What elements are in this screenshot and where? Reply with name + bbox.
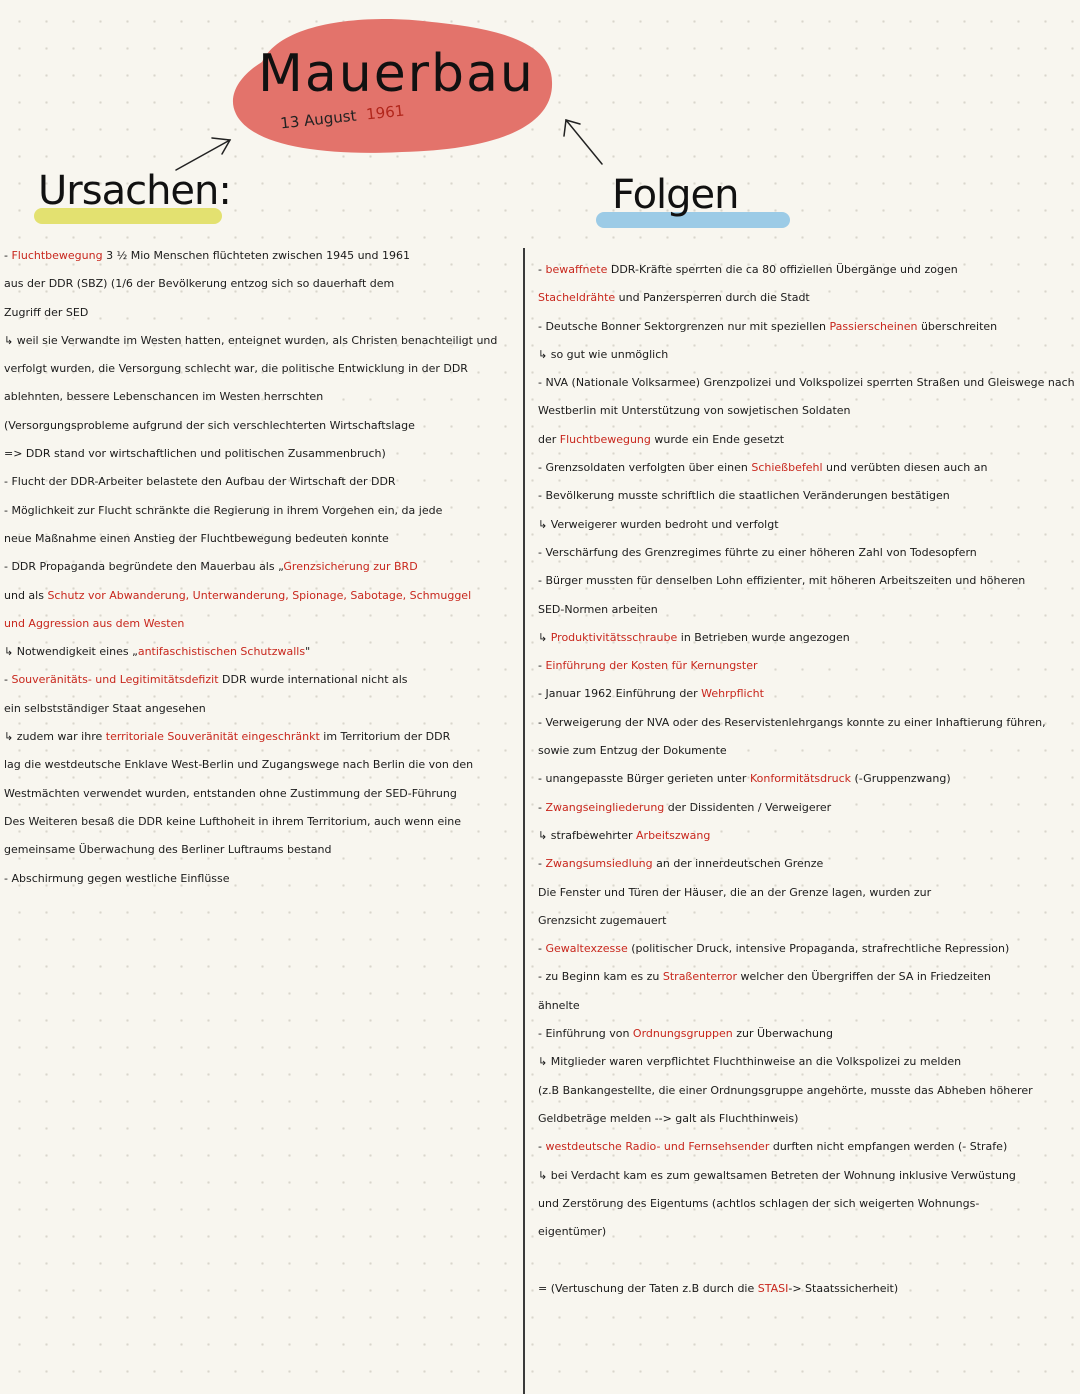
right-line	[538, 680, 1078, 708]
left-line-red: Fluchtbewegung	[11, 249, 103, 262]
left-line-red: Grenzsicherung zur BRD	[283, 560, 418, 574]
right-line-pre: - Verschärfung des Grenzregimes führte zu einer höheren Zahl von Todesopfern	[538, 545, 977, 559]
right-line-pre: (z.B Bankangestellte, die einer Ordnungsgruppe angehörte, musste das Abheben höherer	[538, 1083, 1033, 1097]
page-title: Mauerbau	[258, 44, 535, 104]
left-line	[4, 836, 520, 864]
right-line-pre: - Januar 1962 Einführung der	[538, 687, 702, 701]
right-line-post: (politischer Druck, intensive Propaganda, strafrechtliche Repression)	[627, 942, 1010, 956]
left-line	[4, 780, 520, 808]
left-line-pre: -	[4, 249, 12, 262]
right-line-pre: eigentümer)	[538, 1225, 607, 1239]
right-line-post: welcher den Übergriffen der SA in Friedzeiten	[737, 970, 991, 984]
right-line	[538, 426, 1078, 454]
right-line-red: Passierscheinen	[829, 319, 918, 333]
right-line-post: der Dissidenten / Verweigerer	[664, 800, 832, 814]
left-line	[4, 751, 520, 779]
right-line	[538, 935, 1078, 963]
right-line-post: DDR-Kräfte sperrten die ca 80 offiziellen Übergänge und zogen	[607, 263, 958, 276]
right-line-pre: ↳ Verweigerer wurden bedroht und verfolgt	[538, 517, 779, 531]
left-line-red: und Aggression aus dem Westen	[4, 616, 185, 630]
left-line	[4, 355, 520, 383]
right-line	[538, 1133, 1078, 1161]
right-line	[538, 1020, 1078, 1048]
left-line-pre: ablehnten, bessere Lebenschancen im Westen herrschten	[4, 390, 324, 404]
left-line-red: Souveränitäts- und Legitimitätsdefizit	[11, 673, 219, 687]
left-line	[4, 327, 520, 355]
right-line-pre: -	[538, 800, 546, 814]
left-line-post: DDR wurde international nicht als	[218, 673, 408, 687]
left-line-pre: aus der DDR (SBZ) (1/6 der Bevölkerung entzog sich so dauerhaft dem	[4, 277, 395, 291]
right-line-pre: -	[538, 659, 546, 673]
left-line	[4, 808, 520, 836]
left-line-pre: -	[4, 673, 12, 687]
right-line-pre: ↳	[538, 630, 551, 644]
left-line-red: Schutz vor Abwanderung, Unterwanderung, Spionage, Sabotage, Schmuggel	[47, 588, 472, 602]
left-line-post: im Territorium der DDR	[319, 730, 451, 744]
left-line	[4, 383, 520, 411]
right-line-post: überschreiten	[917, 319, 998, 333]
left-line-pre: ↳ weil sie Verwandte im Westen hatten, enteignet wurden, als Christen benachteiligt und	[4, 333, 498, 347]
arrow-right-icon	[564, 120, 602, 164]
right-line-pre: Die Fenster und Türen der Häuser, die an der Grenze lagen, wurden zur	[538, 885, 932, 899]
left-line-pre: Zugriff der SED	[4, 305, 89, 319]
right-line-pre: der	[538, 432, 560, 446]
right-line-pre: ↳ Mitglieder waren verpflichtet Fluchthinweise an die Volkspolizei zu melden	[538, 1055, 962, 1069]
left-line	[4, 299, 520, 327]
right-line	[538, 567, 1078, 595]
right-line-pre: SED-Normen arbeiten	[538, 602, 658, 616]
right-line-red: Straßenterror	[662, 970, 738, 984]
right-line-pre: - Bürger mussten für denselben Lohn effizienter, mit höheren Arbeitszeiten und höheren	[538, 574, 1026, 588]
right-line	[538, 313, 1078, 341]
left-line	[4, 638, 520, 666]
left-line-pre: verfolgt wurden, die Versorgung schlecht war, die politische Entwicklung in der DDR	[4, 362, 468, 376]
folgen-column	[538, 256, 1078, 1303]
right-line	[538, 1105, 1078, 1133]
left-line	[4, 270, 520, 298]
left-line-pre: Des Weiteren besaß die DDR keine Lufthoheit in ihrem Territorium, auch wenn eine	[4, 814, 462, 828]
left-line-pre: (Versorgungsprobleme aufgrund der sich verschlechterten Wirtschaftslage	[4, 418, 415, 432]
right-line-pre: Grenzsicht zugemauert	[538, 913, 667, 927]
right-line-red: bewaffnete	[545, 263, 608, 276]
right-line-pre: ↳ bei Verdacht kam es zum gewaltsamen Betreten der Wohnung inklusive Verwüstung	[538, 1168, 1016, 1182]
right-line	[538, 341, 1078, 369]
right-line	[538, 1162, 1078, 1190]
right-line	[538, 879, 1078, 907]
left-line-pre: Westmächten verwendet wurden, entstanden ohne Zustimmung der SED-Führung	[4, 786, 457, 800]
left-line	[4, 440, 520, 468]
left-line	[4, 582, 520, 610]
left-line-red: antifaschistischen Schutzwalls	[137, 645, 306, 659]
right-line-pre: ↳ so gut wie unmöglich	[538, 347, 669, 361]
right-line-red: Ordnungsgruppen	[632, 1027, 733, 1041]
right-line-red: Fluchtbewegung	[559, 432, 651, 446]
right-line-pre: Westberlin mit Unterstützung von sowjetischen Soldaten	[538, 404, 851, 418]
right-line	[538, 1048, 1078, 1076]
left-line	[4, 412, 520, 440]
left-line-pre: - Flucht der DDR-Arbeiter belastete den Aufbau der Wirtschaft der DDR	[4, 475, 396, 489]
right-line-post: und verübten diesen auch an	[822, 461, 988, 475]
right-line-pre: Geldbeträge melden --> galt als Fluchthinweis)	[538, 1111, 799, 1125]
left-line-red: territoriale Souveränität eingeschränkt	[105, 730, 320, 744]
right-line	[538, 1190, 1078, 1218]
right-line	[538, 963, 1078, 991]
heading-folgen: Folgen	[612, 172, 739, 218]
left-line-pre: neue Maßnahme einen Anstieg der Fluchtbewegung bedeuten konnte	[4, 531, 389, 545]
right-line-pre: - NVA (Nationale Volksarmee) Grenzpolizei und Volkspolizei sperrten Straßen und Gleiswege nach	[538, 376, 1075, 390]
left-line-pre: ein selbstständiger Staat angesehen	[4, 701, 206, 715]
left-line-pre: lag die westdeutsche Enklave West-Berlin und Zugangswege nach Berlin die von den	[4, 758, 474, 772]
right-line-pre: - Deutsche Bonner Sektorgrenzen nur mit speziellen	[538, 319, 830, 333]
left-line-pre: => DDR stand vor wirtschaftlichen und politischen Zusammenbruch)	[4, 447, 386, 461]
right-line	[538, 822, 1078, 850]
right-line	[538, 794, 1078, 822]
right-line-pre: sowie zum Entzug der Dokumente	[538, 744, 727, 758]
right-line-post: und Panzersperren durch die Stadt	[615, 291, 810, 305]
right-line	[538, 624, 1078, 652]
right-line	[538, 284, 1078, 312]
right-line	[538, 539, 1078, 567]
left-line-post: "	[305, 645, 311, 659]
right-line-pre: - Grenzsoldaten verfolgten über einen	[538, 461, 752, 475]
right-line-pre: ähnelte	[538, 998, 580, 1012]
right-line-red: Gewaltexzesse	[545, 942, 628, 956]
right-line-post: (-Gruppenzwang)	[851, 772, 951, 786]
left-line-pre: und als	[4, 588, 48, 602]
left-line-pre: ↳ zudem war ihre	[4, 730, 106, 744]
right-line	[538, 907, 1078, 935]
right-line-red: Konformitätsdruck	[749, 772, 852, 786]
right-line	[538, 1218, 1078, 1246]
right-line-pre: - Bevölkerung musste schriftlich die staatlichen Veränderungen bestätigen	[538, 489, 950, 503]
right-line-pre: - Einführung von	[538, 1027, 633, 1041]
left-line	[4, 468, 520, 496]
right-line	[538, 1077, 1078, 1105]
right-line	[538, 765, 1078, 793]
left-line	[4, 865, 520, 893]
left-line	[4, 553, 520, 581]
right-line-red: Produktivitätsschraube	[550, 630, 678, 644]
column-divider	[523, 248, 525, 1394]
right-line	[538, 992, 1078, 1020]
right-line-post: in Betrieben wurde angezogen	[677, 630, 850, 644]
right-line-pre: = (Vertuschung der Taten z.B durch die	[538, 1281, 758, 1295]
right-line	[538, 737, 1078, 765]
right-line	[538, 397, 1078, 425]
left-line-pre: ↳ Notwendigkeit eines „	[4, 645, 138, 659]
right-line-pre: - Verweigerung der NVA oder des Reservistenlehrgangs konnte zu einer Inhaftierung führen,	[538, 715, 1046, 729]
left-line	[4, 242, 520, 270]
date-year: 1961	[365, 101, 406, 124]
right-line	[538, 850, 1078, 878]
right-line	[538, 1246, 1078, 1274]
right-line	[538, 709, 1078, 737]
date-day: 13 August	[279, 106, 358, 133]
left-line	[4, 666, 520, 694]
left-line-pre: - DDR Propaganda begründete den Mauerbau als „	[4, 560, 284, 574]
right-line-pre: -	[538, 1140, 546, 1154]
left-line	[4, 525, 520, 553]
left-line	[4, 695, 520, 723]
right-line-pre: -	[538, 942, 546, 956]
right-line-red: Arbeitszwang	[636, 828, 711, 842]
ursachen-column	[4, 242, 520, 893]
right-line-red: Wehrpflicht	[701, 687, 764, 701]
right-line	[538, 652, 1078, 680]
left-line-pre: gemeinsame Überwachung des Berliner Luftraums bestand	[4, 843, 332, 857]
right-line-post: an der innerdeutschen Grenze	[652, 857, 824, 871]
right-line-post: -> Staatssicherheit)	[788, 1281, 899, 1295]
right-line-red: Schießbefehl	[751, 461, 823, 475]
right-line-pre: und Zerstörung des Eigentums (achtlos schlagen der sich weigerten Wohnungs-	[538, 1196, 980, 1210]
left-line-post: 3 ½ Mio Menschen flüchteten zwischen 1945 und 1961	[102, 249, 411, 262]
right-line-post: durften nicht empfangen werden (- Strafe)	[769, 1140, 1008, 1154]
right-line-red: Einführung der Kosten für Kernungster	[545, 659, 758, 673]
right-line-pre: - unangepasste Bürger gerieten unter	[538, 772, 750, 786]
right-line	[538, 1275, 1078, 1303]
right-line	[538, 256, 1078, 284]
right-line-red: Zwangseingliederung	[545, 800, 665, 814]
right-line-red: Stacheldrähte	[538, 291, 616, 305]
right-line-post: zur Überwachung	[732, 1027, 833, 1041]
right-line-pre: -	[538, 857, 546, 871]
left-line	[4, 497, 520, 525]
right-line	[538, 511, 1078, 539]
right-line	[538, 369, 1078, 397]
right-line-pre: ↳ strafbewehrter	[538, 828, 637, 842]
right-line	[538, 482, 1078, 510]
left-line	[4, 723, 520, 751]
right-line-red: STASI	[757, 1281, 789, 1295]
right-line-red: Zwangsumsiedlung	[545, 857, 653, 871]
arrow-left-icon	[176, 138, 230, 170]
right-line-pre: - zu Beginn kam es zu	[538, 970, 663, 984]
right-line	[538, 454, 1078, 482]
left-line-pre: - Möglichkeit zur Flucht schränkte die Regierung in ihrem Vorgehen ein, da jede	[4, 503, 443, 517]
right-line-red: westdeutsche Radio- und Fernsehsender	[545, 1140, 770, 1154]
right-line-pre: -	[538, 263, 546, 276]
left-line	[4, 610, 520, 638]
left-line-pre: - Abschirmung gegen westliche Einflüsse	[4, 871, 230, 885]
right-line	[538, 596, 1078, 624]
right-line-post: wurde ein Ende gesetzt	[650, 432, 785, 446]
heading-ursachen: Ursachen:	[38, 168, 231, 214]
